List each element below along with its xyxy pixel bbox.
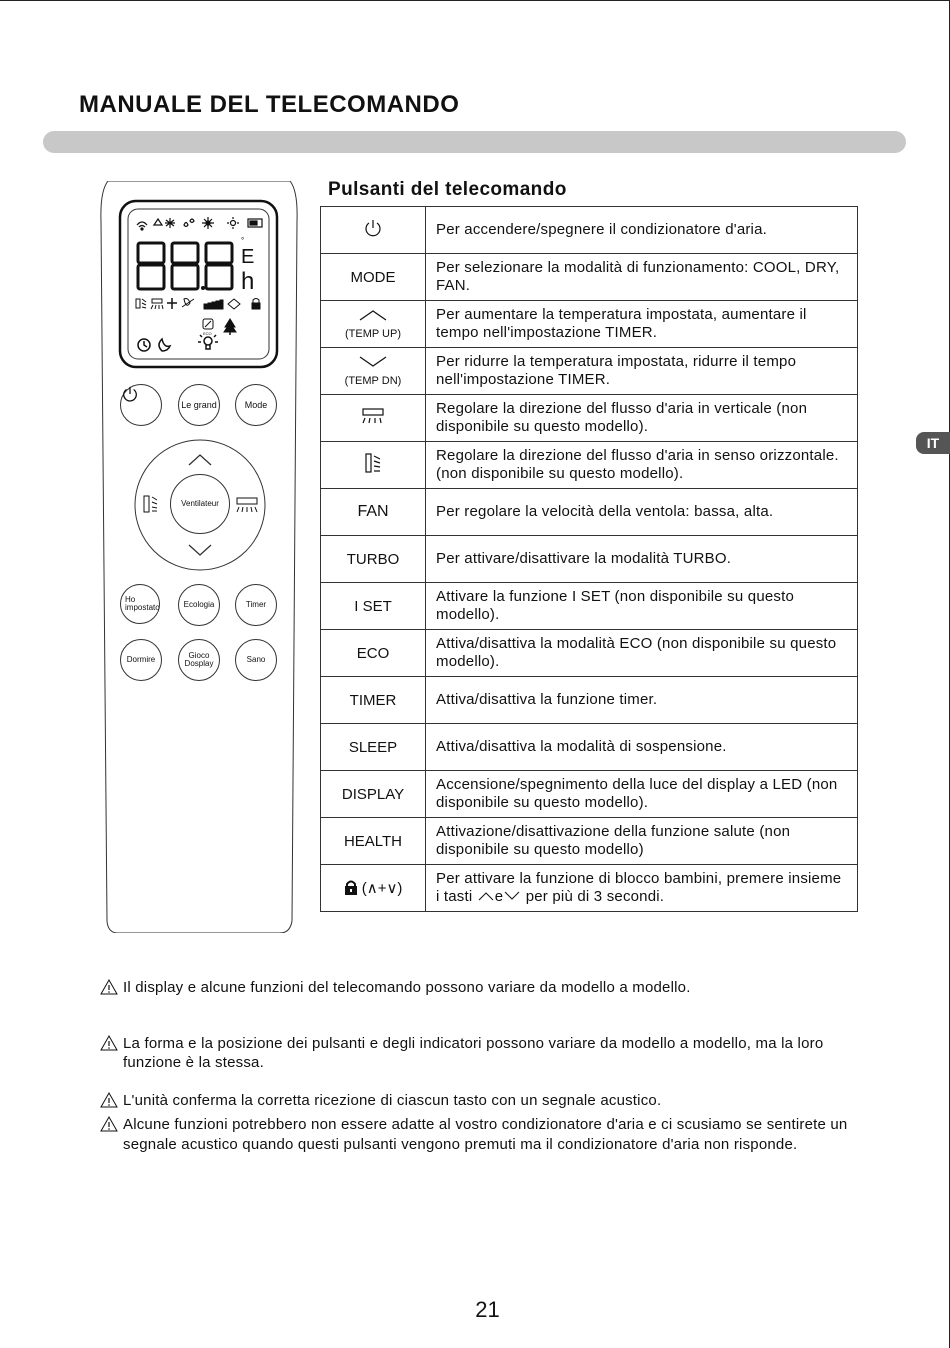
svg-text:°: ° bbox=[241, 236, 245, 245]
desc-cell: Attiva/disattiva la funzione timer. bbox=[426, 677, 858, 724]
remote-mode-button[interactable]: Mode bbox=[235, 384, 277, 426]
svg-text:h: h bbox=[241, 268, 255, 295]
lock-desc-and: e bbox=[494, 888, 504, 905]
key-cell: ECO bbox=[321, 630, 426, 677]
key-cell bbox=[321, 442, 426, 489]
remote-dormire-button[interactable]: Dormire bbox=[120, 639, 162, 681]
remote-sano-button[interactable]: Sano bbox=[235, 639, 277, 681]
language-tab: IT bbox=[916, 432, 950, 454]
table-row bbox=[321, 442, 858, 489]
note-text: La forma e la posizione dei pulsanti e degli indicatori possono variare da modello a modello, ma la loro funzione è la stessa. bbox=[123, 1034, 824, 1071]
notes-section bbox=[100, 978, 860, 1154]
desc-cell: Regolare la direzione del flusso d'aria in verticale (non disponibile su questo modello). bbox=[426, 395, 858, 442]
chevron-up-icon bbox=[358, 309, 388, 321]
warning-icon bbox=[100, 1116, 118, 1132]
lock-desc-part1: Per attivare la funzione di blocco bambini, premere insieme i tasti bbox=[436, 870, 842, 905]
table-row bbox=[321, 771, 858, 818]
key-cell bbox=[321, 348, 426, 395]
key-cell bbox=[321, 207, 426, 254]
title-underline-bar bbox=[43, 131, 906, 153]
table-row bbox=[321, 254, 858, 301]
key-cell: HEALTH bbox=[321, 818, 426, 865]
key-cell: TURBO bbox=[321, 536, 426, 583]
desc-cell: Per ridurre la temperatura impostata, ridurre il tempo nell'impostazione TIMER. bbox=[426, 348, 858, 395]
remote-ventilateur-button[interactable]: Ventilateur bbox=[170, 474, 230, 534]
remote-power-button[interactable] bbox=[120, 384, 162, 426]
key-cell: DISPLAY bbox=[321, 771, 426, 818]
desc-cell: Regolare la direzione del flusso d'aria in senso orizzontale. (non disponibile su questo modello). bbox=[426, 442, 858, 489]
remote-gioco-dosplay-button[interactable]: Gioco Dosplay bbox=[178, 639, 220, 681]
key-cell bbox=[321, 301, 426, 348]
desc-cell: Accensione/spegnimento della luce del display a LED (non disponibile su questo modello). bbox=[426, 771, 858, 818]
chevron-down-icon bbox=[503, 891, 521, 901]
lock-desc-part2: per più di 3 secondi. bbox=[525, 888, 665, 905]
page-border-top bbox=[0, 0, 949, 1]
key-cell: FAN bbox=[321, 489, 426, 536]
button-description-table bbox=[320, 206, 858, 912]
chevron-down-icon bbox=[358, 356, 388, 368]
note-item bbox=[100, 1091, 860, 1111]
table-row bbox=[321, 348, 858, 395]
note-item bbox=[100, 978, 860, 998]
lock-icon bbox=[344, 879, 358, 895]
page-title: MANUALE DEL TELECOMANDO bbox=[79, 91, 460, 118]
desc-cell: Per regolare la velocità della ventola: bassa, alta. bbox=[426, 489, 858, 536]
svg-text:E: E bbox=[241, 246, 255, 268]
warning-icon bbox=[100, 979, 118, 995]
note-item bbox=[100, 1115, 860, 1154]
remote-ecologia-button[interactable]: Ecologia bbox=[178, 584, 220, 626]
table-row bbox=[321, 865, 858, 912]
remote-ho-impostato-button[interactable]: Ho impostato bbox=[120, 584, 160, 624]
remote-le-grand-button[interactable]: Le grand bbox=[178, 384, 220, 426]
power-icon bbox=[363, 218, 383, 238]
vertical-swing-icon bbox=[361, 407, 385, 425]
note-text: Il display e alcune funzioni del telecomando possono variare da modello a modello. bbox=[123, 979, 691, 996]
desc-cell: Per attivare/disattivare la modalità TURBO. bbox=[426, 536, 858, 583]
table-row bbox=[321, 630, 858, 677]
note-item bbox=[100, 1034, 860, 1073]
key-cell: I SET bbox=[321, 583, 426, 630]
note-text: L'unità conferma la corretta ricezione di ciascun tasto con un segnale acustico. bbox=[123, 1091, 662, 1109]
key-cell bbox=[321, 865, 426, 912]
desc-cell: Per aumentare la temperatura impostata, aumentare il tempo nell'impostazione TIMER. bbox=[426, 301, 858, 348]
key-cell: TIMER bbox=[321, 677, 426, 724]
desc-cell: Per selezionare la modalità di funzionamento: COOL, DRY, FAN. bbox=[426, 254, 858, 301]
key-sub-label: (TEMP UP) bbox=[344, 328, 402, 340]
key-cell: MODE bbox=[321, 254, 426, 301]
chevron-up-icon bbox=[477, 891, 495, 901]
table-row bbox=[321, 583, 858, 630]
table-row bbox=[321, 489, 858, 536]
table-row bbox=[321, 207, 858, 254]
table-row bbox=[321, 818, 858, 865]
desc-cell: Attivazione/disattivazione della funzione salute (non disponibile su questo modello) bbox=[426, 818, 858, 865]
page-number: 21 bbox=[475, 1297, 500, 1322]
desc-cell: Attivare la funzione I SET (non disponibile su questo modello). bbox=[426, 583, 858, 630]
lock-combo-label: (∧+∨) bbox=[361, 880, 403, 897]
warning-icon bbox=[100, 1092, 118, 1108]
warning-icon bbox=[100, 1035, 118, 1051]
key-sub-label: (TEMP DN) bbox=[344, 375, 402, 387]
remote-body bbox=[100, 181, 298, 933]
table-row bbox=[321, 395, 858, 442]
desc-cell: Attiva/disattiva la modalità di sospensione. bbox=[426, 724, 858, 771]
table-row bbox=[321, 301, 858, 348]
desc-cell: Attiva/disattiva la modalità ECO (non disponibile su questo modello). bbox=[426, 630, 858, 677]
remote-control-illustration bbox=[100, 181, 298, 933]
table-row bbox=[321, 536, 858, 583]
key-cell bbox=[321, 395, 426, 442]
note-text: Alcune funzioni potrebbero non essere adatte al vostro condizionatore d'aria e ci scusiamo se sentirete un segnale acustico quando questi pulsanti vengono premuti ma il condizionatore d'aria non risponde. bbox=[123, 1116, 848, 1153]
table-row bbox=[321, 677, 858, 724]
desc-cell: Per accendere/spegnere il condizionatore d'aria. bbox=[426, 207, 858, 254]
remote-timer-button[interactable]: Timer bbox=[235, 584, 277, 626]
horizontal-swing-icon bbox=[364, 452, 382, 474]
power-icon bbox=[121, 385, 139, 403]
svg-text:ECO: ECO bbox=[203, 331, 212, 336]
desc-cell bbox=[426, 865, 858, 912]
key-cell: SLEEP bbox=[321, 724, 426, 771]
table-row bbox=[321, 724, 858, 771]
section-title: Pulsanti del telecomando bbox=[328, 179, 567, 200]
